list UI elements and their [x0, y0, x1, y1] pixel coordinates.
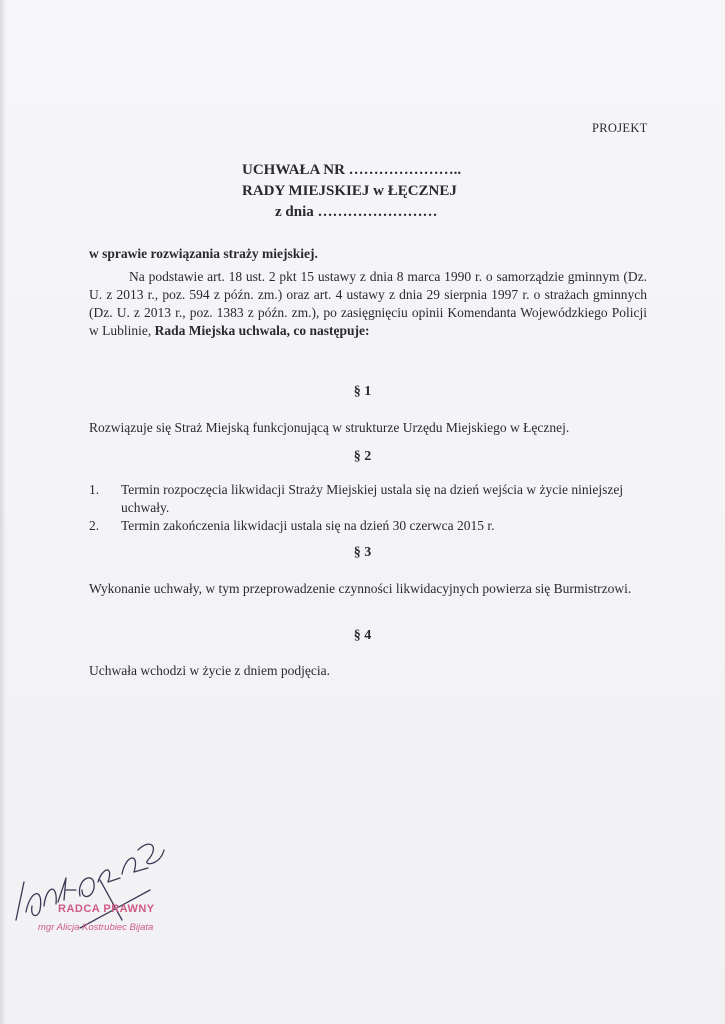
list-item — [89, 517, 647, 535]
resolution-subject: w sprawie rozwiązania straży miejskiej. — [89, 246, 318, 261]
section-2-list — [89, 481, 647, 535]
scan-edge-shadow — [0, 0, 6, 1024]
list-item-text: Termin rozpoczęcia likwidacji Straży Miejskiej ustala się na dzień wejścia w życie niniejszej uchwały. — [121, 482, 624, 515]
section-mark-1: § 1 — [353, 384, 372, 399]
section-mark-3: § 3 — [353, 545, 372, 560]
preamble-bold: Rada Miejska uchwala, co następuje: — [154, 323, 370, 338]
list-item-number: 1. — [89, 482, 100, 497]
draft-label: PROJEKT — [592, 121, 648, 135]
section-mark-2: § 2 — [353, 449, 372, 464]
section-4-text: Uchwała wchodzi w życie z dniem podjęcia. — [89, 663, 331, 678]
preamble — [89, 268, 647, 340]
council-name: RADY MIEJSKIEJ w ŁĘCZNEJ — [242, 183, 457, 199]
list-item-number: 2. — [89, 518, 100, 533]
resolution-number: UCHWAŁA NR ………………….. — [242, 162, 462, 178]
resolution-date: z dnia …………………… — [275, 204, 438, 220]
resolution-header — [180, 160, 540, 223]
section-1-text: Rozwiązuje się Straż Miejską funkcjonującą w strukturze Urzędu Miejskiego w Łęcznej. — [89, 420, 570, 435]
section-mark-4: § 4 — [353, 628, 372, 643]
stamp-title: RADCA PRAWNY — [58, 903, 155, 915]
preamble-text: Na podstawie art. 18 ust. 2 pkt 15 ustawy z dnia 8 marca 1990 r. o samorządzie gminnym (Dz. U. z 2013 r., poz. 594 z późn. zm.) oraz art. 4 ustawy z dnia 29 sierpnia 1997 r. o strażach gminnych (Dz. U. z 2013 r., poz. 1383 z późn. zm.), po zasięgnięciu opinii Komendanta Wojewódzkiego Policji w Lublinie, — [89, 269, 647, 338]
stamp-name: mgr Alicja Kostrubiec Bijata — [38, 922, 154, 933]
section-3-text: Wykonanie uchwały, w tym przeprowadzenie czynności likwidacyjnych powierza się Burmistrzowi. — [89, 581, 632, 596]
list-item-text: Termin zakończenia likwidacji ustala się na dzień 30 czerwca 2015 r. — [121, 518, 495, 533]
list-item — [89, 481, 647, 517]
